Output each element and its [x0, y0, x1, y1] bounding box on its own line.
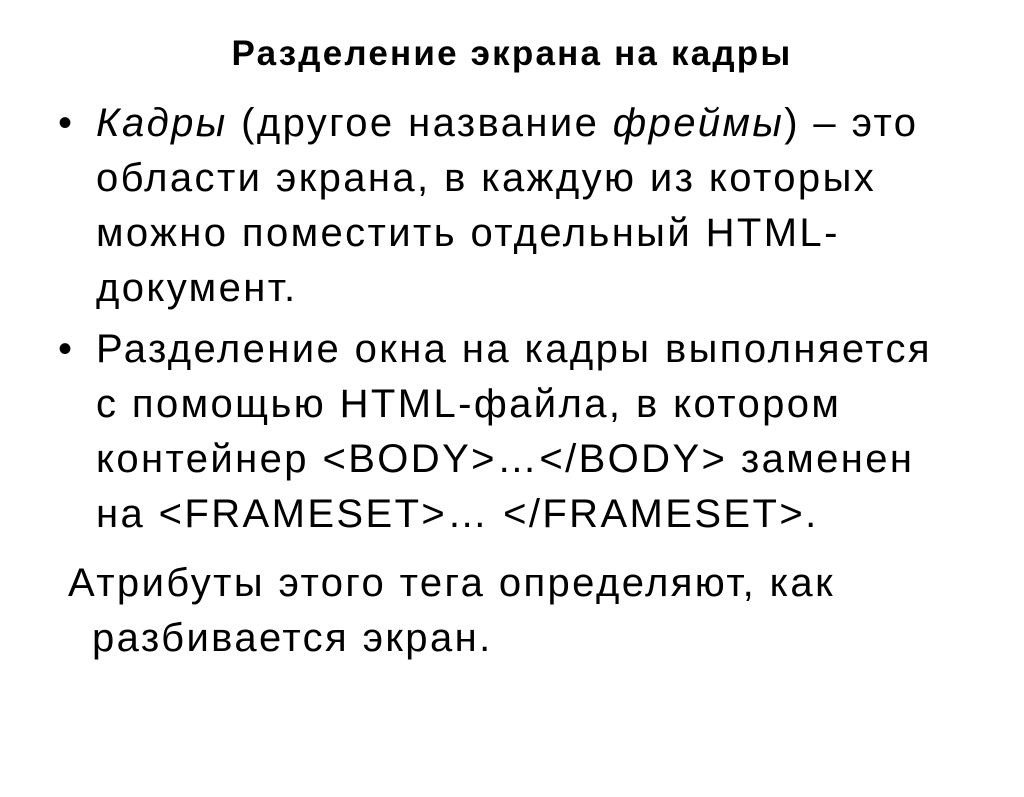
paragraph-line: разбивается экран. [92, 616, 493, 660]
bullet-line: контейнер <BODY>…</BODY> заменен [96, 437, 915, 481]
bullet-dot-icon: • [58, 101, 73, 145]
bullet-text-segment: (другое название [227, 101, 613, 145]
closing-paragraph [0, 556, 1024, 666]
presentation-slide [0, 30, 1024, 797]
slide-title: Разделение экрана на кадры [231, 34, 793, 73]
bullet-line: документ. [96, 266, 298, 310]
bullet-line: области экрана, в каждую из которых [96, 156, 877, 200]
italic-term-kadry: Кадры [96, 101, 228, 145]
italic-term-frames: фреймы [612, 101, 785, 145]
bullet-item-frameset-replacement [0, 322, 1024, 542]
bullet-line: можно поместить отдельный HTML- [96, 211, 840, 255]
bullet-text-segment: ) – это [784, 101, 919, 145]
bullet-item-frames-definition [0, 96, 1024, 316]
bullet-dot-icon: • [58, 327, 73, 371]
paragraph-line: Атрибуты этого тега определяют, как [68, 561, 835, 605]
bullet-line: Разделение окна на кадры выполняется [96, 327, 932, 371]
slide-body [0, 96, 1024, 666]
bullet-line: на <FRAMESET>… </FRAMESET>. [96, 492, 819, 536]
bullet-line: с помощью HTML-файла, в котором [96, 382, 842, 426]
bullet-line [96, 96, 1024, 151]
